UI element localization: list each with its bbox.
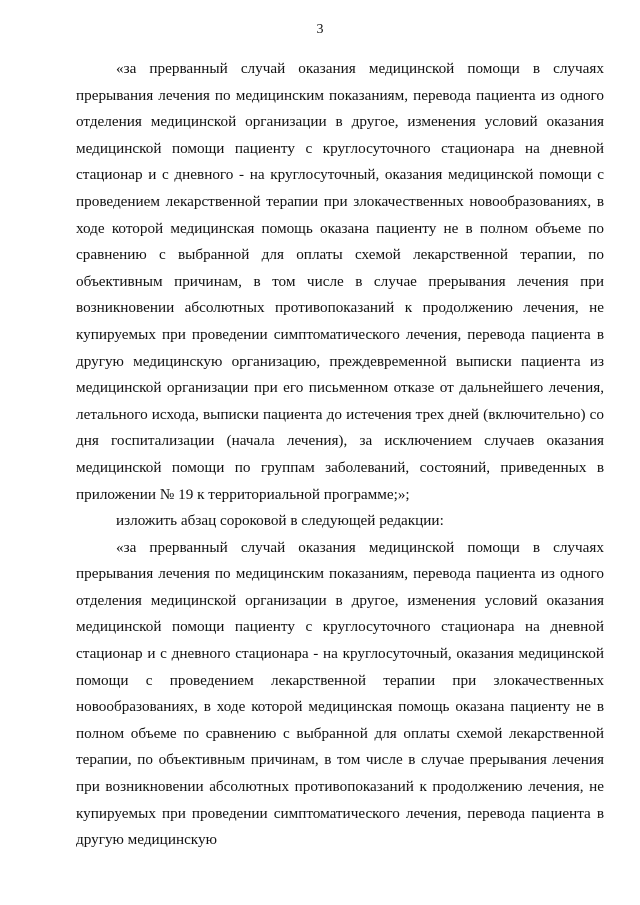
paragraph-quoted-old-text: «за прерванный случай оказания медицинской помощи в случаях прерывания лечения по медицинским показаниям, перевода пациента из одного отделения медицинской организации в другое, изменения условий оказания медицинской помощи пациенту с круглосуточного стационара на дневной стационар и с дневного - на круглосуточный, оказания медицинской помощи с проведением лекарственной терапии при злокачественных новообразованиях, в ходе которой медицинская помощь оказана пациенту не в полном объеме по сравнению с выбранной для оплаты схемой лекарственной терапии, по объективным причинам, в том числе в случае прерывания лечения при возникновении абсолютных противопоказаний к продолжению лечения, не купируемых при проведении симптоматического лечения, перевода пациента в другую медицинскую организацию, преждевременной выписки пациента из медицинской организации при его письменном отказе от дальнейшего лечения, летального исхода, выписки пациента до истечения трех дней (включительно) со дня госпитализации (начала лечения), за исключением случаев оказания медицинской помощи по группам заболеваний, состояний, приведенных в приложении № 19 к территориальной программе;»; <box>76 60 604 503</box>
paragraph-instruction: изложить абзац сороковой в следующей редакции: <box>116 512 444 530</box>
page-number: 3 <box>316 22 324 37</box>
document-body <box>76 56 604 854</box>
paragraph-quoted-new-text: «за прерванный случай оказания медицинской помощи в случаях прерывания лечения по медицинским показаниям, перевода пациента из одного отделения медицинской организации в другое, изменения условий оказания медицинской помощи пациенту с круглосуточного стационара на дневной стационар и с дневного стационара - на круглосуточный, оказания медицинской помощи с проведением лекарственной терапии при злокачественных новообразованиях, в ходе которой медицинская помощь оказана пациенту не в полном объеме по сравнению с выбранной для оплаты схемой лекарственной терапии, по объективным причинам, в том числе в случае прерывания лечения при возникновении абсолютных противопоказаний к продолжению лечения, не купируемых при проведении симптоматического лечения, перевода пациента в другую медицинскую <box>76 538 604 849</box>
